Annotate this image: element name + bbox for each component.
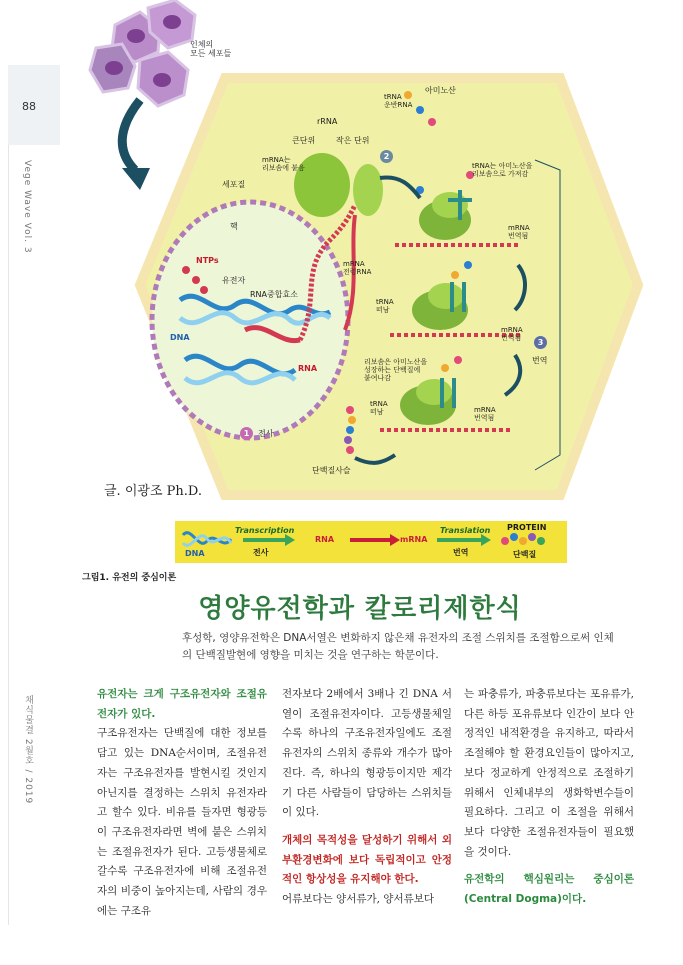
mrna-translated-1-label: mRNA 번역됨 [508, 224, 530, 241]
gene-label: 유전자 [222, 276, 246, 285]
transcription-label: 전사 [258, 429, 274, 438]
issue-label: 채식물결 2월호 / 2019 [23, 695, 33, 805]
column-3 [464, 685, 634, 910]
rna-label: RNA [298, 364, 318, 373]
article-lead: 후성학, 영양유전학은 DNA서열은 변화하지 않은채 유전자의 조절 스위치를 조절함으로써 인체의 단백질발현에 영향을 미치는 것을 연구하는 학문이다. [182, 632, 614, 661]
step-3-badge: 3 [534, 336, 547, 349]
col1-body: 구조유전자는 단백질에 대한 정보를 담고 있는 DNA순서이며, 조절유전자는 구조유전자를 발현시킬 것인지 아닌지를 결정하는 스위치 유전자라고 할수 있다. 비유를 들자면 형광등이 구조유전자라면 벽에 붙은 스위치는 조절유전자가 된다. 고등생물체로 갈수록 구조유전자에 비해 조절유전자의 비중이 높아지는데, 사람의 경우에는 구조유 [97, 727, 267, 917]
trna-leaves-1-label: tRNA 떠남 [376, 298, 394, 315]
step-2-badge: 2 [380, 150, 393, 163]
large-subunit-label: 큰단위 [292, 136, 316, 145]
dogma-transcription-ko: 전사 [253, 548, 269, 557]
mrna-translated-2-label: mRNA 번역됨 [501, 326, 523, 343]
dogma-protein-ko: 단백질 [513, 550, 537, 559]
figure-caption: 그림1. 유전의 중심이론 [82, 573, 177, 583]
cells-label: 인체의 모든 세포들 [190, 40, 232, 59]
small-subunit-label: 작은 단위 [336, 136, 370, 145]
mrna-transfer-label: mRNA 전령RNA [343, 260, 372, 277]
rrna-label: rRNA [317, 117, 338, 126]
mrna-translated-3-label: mRNA 번역됨 [474, 406, 496, 423]
column-1 [97, 685, 267, 921]
dna-label: DNA [170, 333, 190, 342]
dogma-translation-en: Translation [440, 526, 491, 535]
dogma-dna: DNA [185, 549, 205, 558]
nucleus-label: 핵 [230, 222, 238, 231]
trna-leaves-2-label: tRNA 떠남 [370, 400, 388, 417]
step-1-badge: 1 [240, 427, 253, 440]
byline: 글. 이광조 Ph.D. [104, 484, 202, 499]
mrna-binds-label: mRNA는 리보솜에 붙음 [262, 156, 305, 173]
cytoplasm-label: 세포질 [222, 180, 246, 189]
trna-brings-label: tRNA는 아미노산을 리보솜으로 가져감 [472, 162, 533, 179]
ntps-label: NTPs [196, 256, 219, 265]
col1-heading: 유전자는 크게 구조유전자와 조절유전자가 있다. [97, 688, 267, 720]
curved-arrow-icon [122, 168, 150, 190]
article-title: 영양유전학과 칼로리제한식 [198, 594, 522, 624]
amino-acid-label: 아미노산 [425, 86, 456, 95]
dogma-rna: RNA [315, 535, 335, 544]
dogma-protein-en: PROTEIN [507, 523, 547, 532]
dogma-transcription-en: Transcription [235, 526, 295, 535]
col3-body: 는 파충류가, 파충류보다는 포유류가, 다른 하등 포유류보다 인간이 보다 안정적인 내적환경을 유지하고, 따라서 조절해야 할 환경요인들이 많아지고, 보다 정교하게 안정적으로 조절하기 위해서 인체내부의 생화학변수들이 필요하다. 그리고 이 조절을 위해서 보다 다양한 조절유전자들이 필요했을 것이다. [464, 688, 634, 858]
translation-label: 번역 [532, 356, 548, 365]
margin-rule [8, 145, 9, 925]
dogma-mrna: mRNA [400, 535, 428, 544]
dogma-translation-ko: 번역 [453, 548, 469, 557]
ribosome-links-label: 리보솜은 아미노산을 성장하는 단백질에 붙여나감 [364, 358, 428, 383]
cell-illustration [70, 0, 683, 520]
volume-label: Vege Wave Vol. 3 [22, 160, 32, 254]
col2-body: 전자보다 2배에서 3배나 긴 DNA 서열이 조절유전자이다. 고등생물체일수록 하나의 구조유전자일에도 조절유전자의 스위치 종류와 개수가 많아진다. 즉, 하나의 형광등이지만 제각기 다른 사람들이 담당하는 스위치들이 있다. [282, 688, 452, 819]
col3-heading: 유전학의 핵심원리는 중심이론(Central Dogma)이다. [464, 873, 634, 906]
column-2 [282, 685, 452, 910]
col2-highlight: 개체의 목적성을 달성하기 위해서 외부환경변화에 보다 독립적이고 안정적인 항상성을 유지해야 한다. [282, 833, 452, 886]
col2-tail: 어류보다는 양서류가, 양서류보다 [282, 893, 435, 906]
protein-chain-label: 단백질사슬 [312, 466, 351, 475]
trna-carrier-label: tRNA 운반RNA [384, 93, 413, 110]
polymerase-label: RNA중합효소 [250, 290, 298, 299]
central-dogma-bar [175, 521, 567, 563]
body-cells-icon [90, 0, 195, 106]
page-number: 88 [22, 100, 36, 113]
